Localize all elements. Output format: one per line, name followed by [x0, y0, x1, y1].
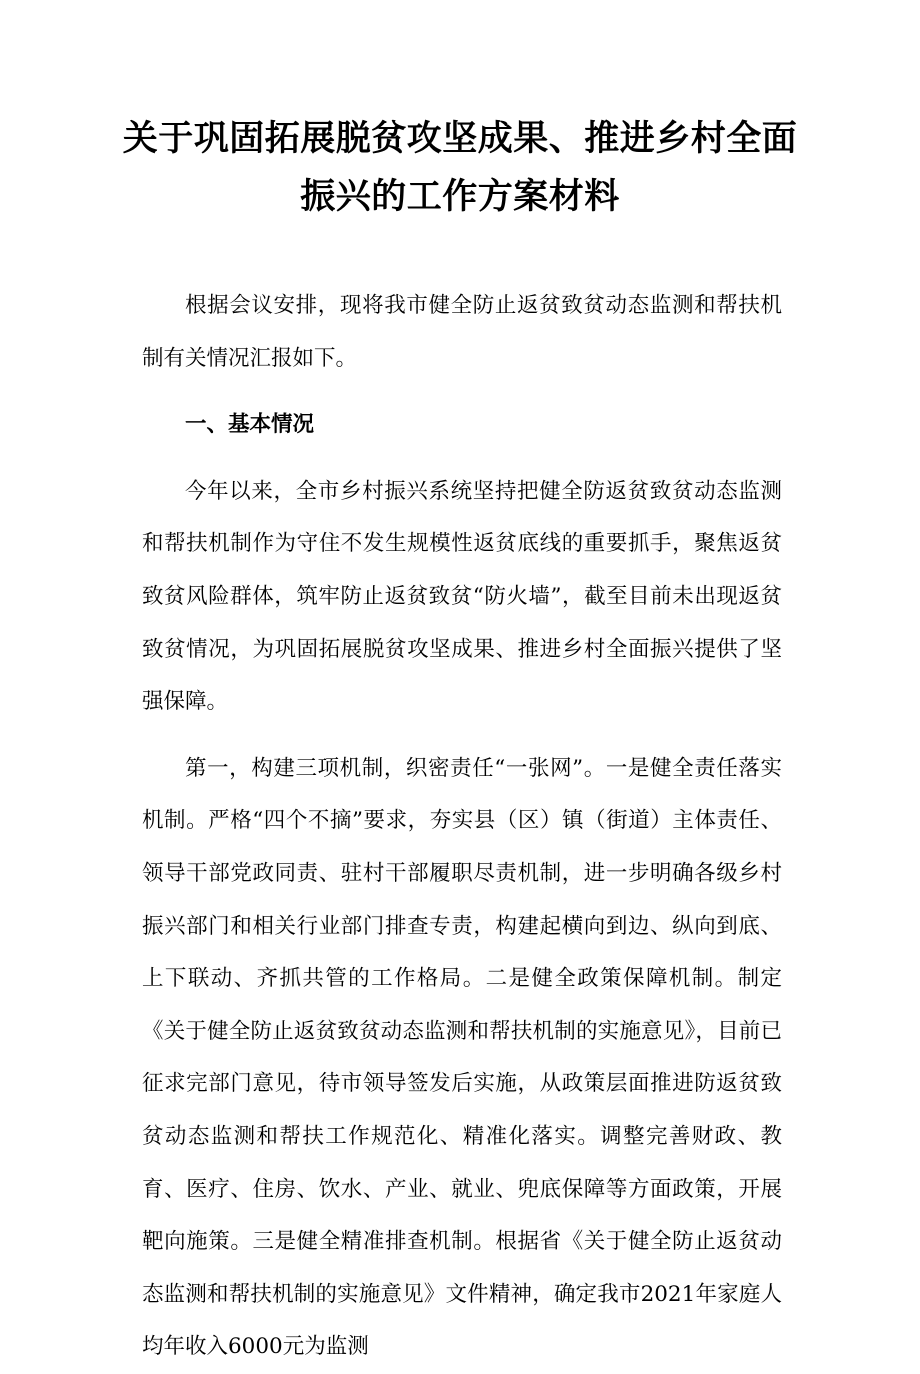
document-body — [142, 280, 782, 1374]
document-title — [120, 110, 800, 226]
title-line-2: 振兴的工作方案材料 — [300, 177, 620, 217]
title-line-1: 关于巩固拓展脱贫攻坚成果、推进乡村全面 — [122, 119, 798, 159]
intro-paragraph: 根据会议安排，现将我市健全防止返贫致贫动态监测和帮扶机制有关情况汇报如下。 — [142, 293, 782, 371]
section-heading-basic-situation: 一、基本情况 — [185, 412, 315, 438]
paragraph-overview: 今年以来，全市乡村振兴系统坚持把健全防返贫致贫动态监测和帮扶机制作为守住不发生规模性返贫底线的重要抓手，聚焦返贫致贫风险群体，筑牢防止返贫致贫“防火墙”，截至目前未出现返贫致贫情况，为巩固拓展脱贫攻坚成果、推进乡村全面振兴提供了坚强保障。 — [142, 478, 782, 715]
paragraph-mechanisms: 第一，构建三项机制，织密责任“一张网”。一是健全责任落实机制。严格“四个不摘”要求，夯实县（区）镇（街道）主体责任、领导干部党政同责、驻村干部履职尽责机制，进一步明确各级乡村振兴部门和相关行业部门排查专责，构建起横向到边、纵向到底、上下联动、齐抓共管的工作格局。二是健全政策保障机制。制定《关于健全防止返贫致贫动态监测和帮扶机制的实施意见》，目前已征求完部门意见，待市领导签发后实施，从政策层面推进防返贫致贫动态监测和帮扶工作规范化、精准化落实。调整完善财政、教育、医疗、住房、饮水、产业、就业、兜底保障等方面政策，开展靶向施策。三是健全精准排查机制。根据省《关于健全防止返贫动态监测和帮扶机制的实施意见》文件精神，确定我市2021年家庭人均年收入6000元为监测 — [142, 755, 782, 1360]
